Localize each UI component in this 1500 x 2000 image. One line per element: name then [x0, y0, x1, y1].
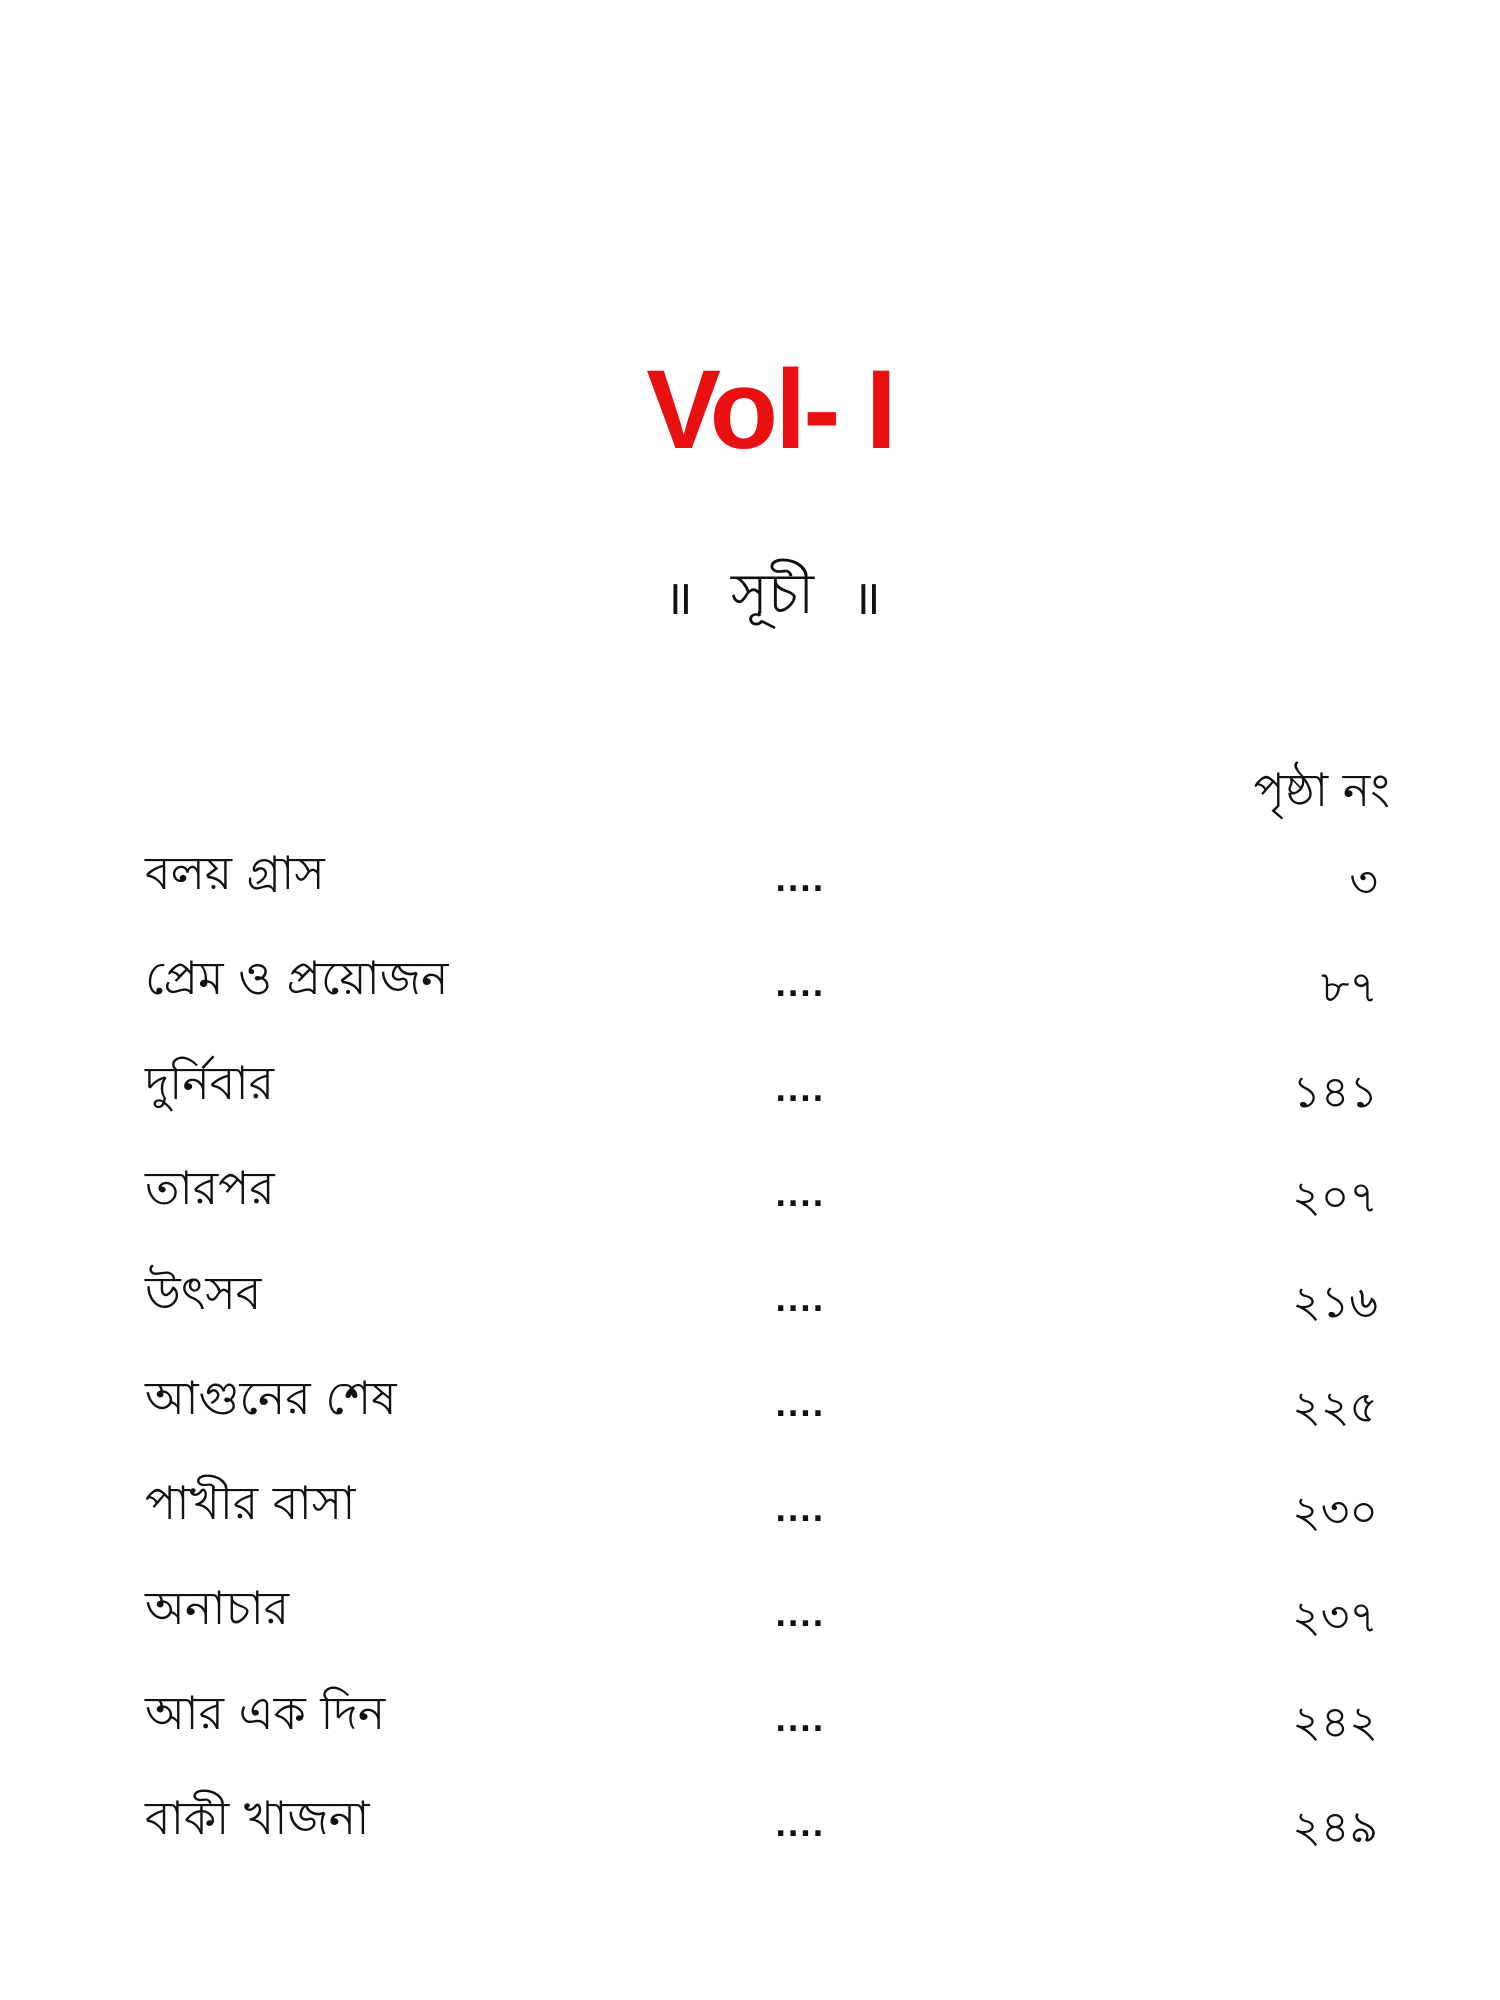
- toc-entry[interactable]: [0, 1153, 1500, 1258]
- toc-heading-left-mark: ॥: [664, 569, 693, 626]
- toc-entry-leader: ....: [775, 1074, 825, 1109]
- toc-heading: [0, 555, 1500, 638]
- toc-entry-page: ২৪২: [1292, 1697, 1378, 1748]
- toc-entry-leader: ....: [775, 1494, 825, 1529]
- toc-entry[interactable]: [0, 1258, 1500, 1363]
- toc-entry-page: ২১৬: [1292, 1277, 1378, 1328]
- toc-list: [0, 838, 1500, 1888]
- toc-entry-title: বলয় গ্রাস: [145, 846, 325, 900]
- toc-entry-leader: ....: [775, 864, 825, 899]
- toc-entry[interactable]: [0, 1678, 1500, 1783]
- toc-entry-page: ৩: [1349, 857, 1378, 908]
- toc-entry-leader: ....: [775, 1179, 825, 1214]
- toc-entry[interactable]: [0, 838, 1500, 943]
- toc-entry-page: ২২৫: [1292, 1382, 1378, 1433]
- toc-entry[interactable]: [0, 1048, 1500, 1153]
- toc-entry-title: দুর্নিবার: [145, 1056, 275, 1110]
- toc-entry-title: আর এক দিন: [145, 1686, 386, 1740]
- toc-entry-page: ১৪১: [1292, 1067, 1378, 1118]
- toc-entry-page: ৮৭: [1320, 962, 1378, 1013]
- toc-heading-right-mark: ॥: [852, 569, 881, 626]
- toc-entry[interactable]: [0, 1468, 1500, 1573]
- toc-entry-leader: ....: [775, 1704, 825, 1739]
- toc-entry-page: ২০৭: [1292, 1172, 1378, 1223]
- toc-entry[interactable]: [0, 1783, 1500, 1888]
- volume-title: Vol- I: [646, 347, 894, 472]
- toc-entry-title: আগুনের শেষ: [145, 1371, 397, 1425]
- toc-entry-title: উৎসব: [145, 1266, 262, 1320]
- toc-entry-leader: ....: [775, 1284, 825, 1319]
- toc-entry-title: পাখীর বাসা: [145, 1476, 356, 1530]
- toc-heading-label: সূচী: [730, 562, 815, 627]
- toc-entry-title: বাকী খাজনা: [145, 1791, 370, 1845]
- toc-entry-page: ২৩৭: [1292, 1592, 1378, 1643]
- toc-entry[interactable]: [0, 1573, 1500, 1678]
- toc-entry-title: অনাচার: [145, 1581, 290, 1635]
- toc-entry-page: ২৪৯: [1292, 1802, 1378, 1853]
- toc-entry[interactable]: [0, 1363, 1500, 1468]
- toc-entry-leader: ....: [775, 969, 825, 1004]
- toc-entry[interactable]: [0, 943, 1500, 1048]
- toc-entry-title: তারপর: [145, 1161, 275, 1215]
- toc-entry-page: ২৩০: [1292, 1487, 1378, 1538]
- page-number-column-header: পৃষ্ঠা নং: [1253, 763, 1390, 817]
- toc-entry-title: প্রেম ও প্রয়োজন: [145, 951, 449, 1005]
- toc-entry-leader: ....: [775, 1809, 825, 1844]
- toc-entry-leader: ....: [775, 1599, 825, 1634]
- toc-entry-leader: ....: [775, 1389, 825, 1424]
